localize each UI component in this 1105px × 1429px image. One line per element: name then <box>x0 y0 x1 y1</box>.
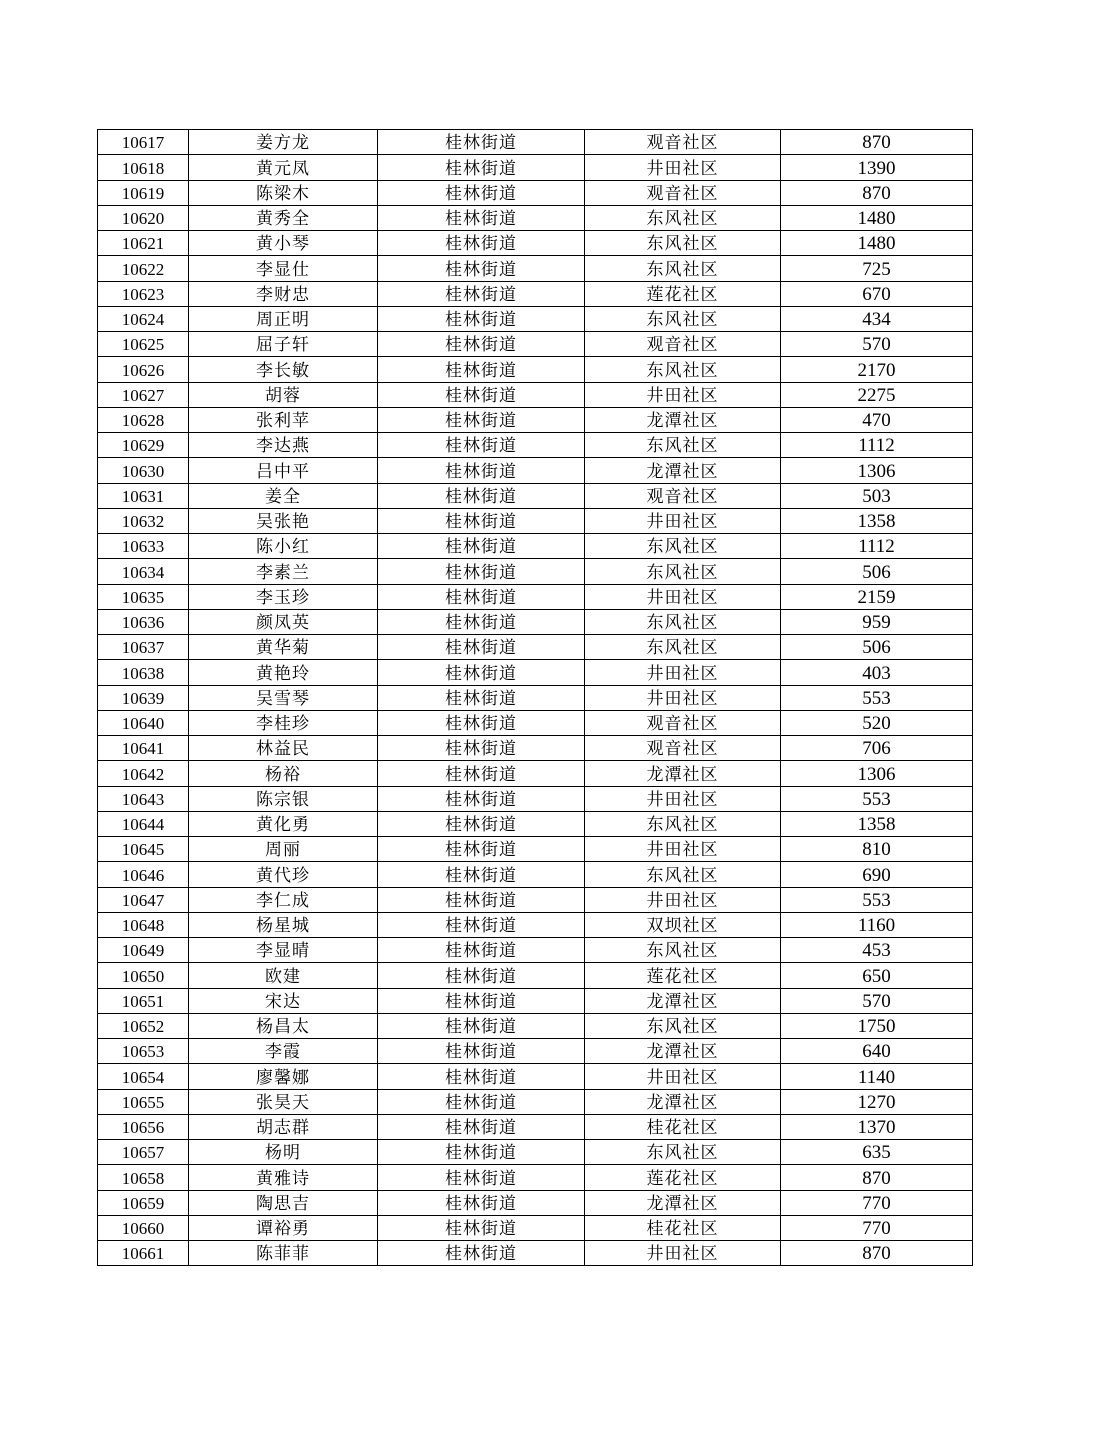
subdistrict-cell: 桂林街道 <box>378 256 585 281</box>
table-row <box>98 1241 973 1266</box>
name-cell: 周丽 <box>189 837 378 862</box>
record-number-cell: 10635 <box>98 584 189 609</box>
subdistrict-cell: 桂林街道 <box>378 635 585 660</box>
name-cell: 张昊天 <box>189 1089 378 1114</box>
record-number-cell: 10647 <box>98 887 189 912</box>
subdistrict-cell: 桂林街道 <box>378 534 585 559</box>
amount-cell: 959 <box>781 609 973 634</box>
record-number-cell: 10642 <box>98 761 189 786</box>
subdistrict-cell: 桂林街道 <box>378 609 585 634</box>
amount-cell: 690 <box>781 862 973 887</box>
community-cell: 龙潭社区 <box>585 1089 781 1114</box>
amount-cell: 506 <box>781 635 973 660</box>
community-cell: 观音社区 <box>585 180 781 205</box>
table-row <box>98 155 973 180</box>
amount-cell: 810 <box>781 837 973 862</box>
community-cell: 莲花社区 <box>585 1165 781 1190</box>
table-row <box>98 1114 973 1139</box>
amount-cell: 506 <box>781 559 973 584</box>
name-cell: 吕中平 <box>189 458 378 483</box>
community-cell: 观音社区 <box>585 130 781 155</box>
amount-cell: 1358 <box>781 811 973 836</box>
amount-cell: 503 <box>781 483 973 508</box>
table-row <box>98 1140 973 1165</box>
subdistrict-cell: 桂林街道 <box>378 862 585 887</box>
record-number-cell: 10633 <box>98 534 189 559</box>
table-row <box>98 483 973 508</box>
name-cell: 杨明 <box>189 1140 378 1165</box>
community-cell: 东风社区 <box>585 357 781 382</box>
community-cell: 东风社区 <box>585 609 781 634</box>
subdistrict-cell: 桂林街道 <box>378 155 585 180</box>
community-cell: 桂花社区 <box>585 1215 781 1240</box>
community-cell: 莲花社区 <box>585 281 781 306</box>
subdistrict-cell: 桂林街道 <box>378 1089 585 1114</box>
amount-cell: 403 <box>781 660 973 685</box>
community-cell: 双坝社区 <box>585 912 781 937</box>
subdistrict-cell: 桂林街道 <box>378 130 585 155</box>
table-row <box>98 786 973 811</box>
name-cell: 吴雪琴 <box>189 685 378 710</box>
table-body <box>98 130 973 1266</box>
amount-cell: 1480 <box>781 231 973 256</box>
table-row <box>98 180 973 205</box>
amount-cell: 770 <box>781 1190 973 1215</box>
community-cell: 东风社区 <box>585 205 781 230</box>
name-cell: 李长敏 <box>189 357 378 382</box>
name-cell: 陈梁木 <box>189 180 378 205</box>
record-number-cell: 10631 <box>98 483 189 508</box>
name-cell: 廖馨娜 <box>189 1064 378 1089</box>
record-number-cell: 10634 <box>98 559 189 584</box>
amount-cell: 706 <box>781 736 973 761</box>
subdistrict-cell: 桂林街道 <box>378 1215 585 1240</box>
subdistrict-cell: 桂林街道 <box>378 685 585 710</box>
amount-cell: 570 <box>781 332 973 357</box>
community-cell: 井田社区 <box>585 786 781 811</box>
name-cell: 杨裕 <box>189 761 378 786</box>
community-cell: 井田社区 <box>585 508 781 533</box>
community-cell: 东风社区 <box>585 1013 781 1038</box>
table-row <box>98 837 973 862</box>
name-cell: 欧建 <box>189 963 378 988</box>
table-row <box>98 660 973 685</box>
record-number-cell: 10648 <box>98 912 189 937</box>
name-cell: 李显仕 <box>189 256 378 281</box>
name-cell: 陈小红 <box>189 534 378 559</box>
table-row <box>98 710 973 735</box>
amount-cell: 434 <box>781 306 973 331</box>
subdistrict-cell: 桂林街道 <box>378 887 585 912</box>
subdistrict-cell: 桂林街道 <box>378 1114 585 1139</box>
community-cell: 东风社区 <box>585 534 781 559</box>
table-row <box>98 1215 973 1240</box>
community-cell: 井田社区 <box>585 584 781 609</box>
name-cell: 胡蓉 <box>189 382 378 407</box>
subdistrict-cell: 桂林街道 <box>378 1064 585 1089</box>
amount-cell: 2159 <box>781 584 973 609</box>
record-number-cell: 10637 <box>98 635 189 660</box>
table-row <box>98 1190 973 1215</box>
subdistrict-cell: 桂林街道 <box>378 963 585 988</box>
amount-cell: 553 <box>781 786 973 811</box>
name-cell: 吴张艳 <box>189 508 378 533</box>
amount-cell: 650 <box>781 963 973 988</box>
record-number-cell: 10651 <box>98 988 189 1013</box>
subdistrict-cell: 桂林街道 <box>378 710 585 735</box>
record-number-cell: 10618 <box>98 155 189 180</box>
record-number-cell: 10641 <box>98 736 189 761</box>
community-cell: 观音社区 <box>585 332 781 357</box>
amount-cell: 2275 <box>781 382 973 407</box>
community-cell: 东风社区 <box>585 256 781 281</box>
amount-cell: 553 <box>781 887 973 912</box>
table-row <box>98 988 973 1013</box>
table-row <box>98 130 973 155</box>
name-cell: 黄秀全 <box>189 205 378 230</box>
record-number-cell: 10660 <box>98 1215 189 1240</box>
amount-cell: 553 <box>781 685 973 710</box>
subdistrict-cell: 桂林街道 <box>378 761 585 786</box>
name-cell: 李财忠 <box>189 281 378 306</box>
subdistrict-cell: 桂林街道 <box>378 938 585 963</box>
community-cell: 龙潭社区 <box>585 458 781 483</box>
table-row <box>98 811 973 836</box>
subdistrict-cell: 桂林街道 <box>378 433 585 458</box>
name-cell: 颜凤英 <box>189 609 378 634</box>
community-cell: 井田社区 <box>585 1064 781 1089</box>
subdistrict-cell: 桂林街道 <box>378 837 585 862</box>
name-cell: 李达燕 <box>189 433 378 458</box>
table-row <box>98 306 973 331</box>
subdistrict-cell: 桂林街道 <box>378 483 585 508</box>
amount-cell: 870 <box>781 180 973 205</box>
table-row <box>98 736 973 761</box>
record-number-cell: 10622 <box>98 256 189 281</box>
table-row <box>98 635 973 660</box>
name-cell: 胡志群 <box>189 1114 378 1139</box>
amount-cell: 1306 <box>781 761 973 786</box>
amount-cell: 1306 <box>781 458 973 483</box>
name-cell: 李仁成 <box>189 887 378 912</box>
record-number-cell: 10644 <box>98 811 189 836</box>
record-number-cell: 10628 <box>98 407 189 432</box>
community-cell: 观音社区 <box>585 483 781 508</box>
table-row <box>98 1064 973 1089</box>
subdistrict-cell: 桂林街道 <box>378 205 585 230</box>
name-cell: 陈宗银 <box>189 786 378 811</box>
record-number-cell: 10632 <box>98 508 189 533</box>
subdistrict-cell: 桂林街道 <box>378 786 585 811</box>
record-number-cell: 10639 <box>98 685 189 710</box>
community-cell: 莲花社区 <box>585 963 781 988</box>
community-cell: 井田社区 <box>585 837 781 862</box>
community-cell: 井田社区 <box>585 155 781 180</box>
subdistrict-cell: 桂林街道 <box>378 988 585 1013</box>
community-cell: 东风社区 <box>585 433 781 458</box>
amount-cell: 635 <box>781 1140 973 1165</box>
subdistrict-cell: 桂林街道 <box>378 811 585 836</box>
name-cell: 李素兰 <box>189 559 378 584</box>
record-number-cell: 10661 <box>98 1241 189 1266</box>
record-number-cell: 10621 <box>98 231 189 256</box>
subdistrict-cell: 桂林街道 <box>378 306 585 331</box>
amount-cell: 453 <box>781 938 973 963</box>
subdistrict-cell: 桂林街道 <box>378 231 585 256</box>
subdistrict-cell: 桂林街道 <box>378 584 585 609</box>
name-cell: 谭裕勇 <box>189 1215 378 1240</box>
subdistrict-cell: 桂林街道 <box>378 458 585 483</box>
subdistrict-cell: 桂林街道 <box>378 912 585 937</box>
community-cell: 东风社区 <box>585 306 781 331</box>
subdistrict-cell: 桂林街道 <box>378 1140 585 1165</box>
amount-cell: 2170 <box>781 357 973 382</box>
subdistrict-cell: 桂林街道 <box>378 332 585 357</box>
community-cell: 井田社区 <box>585 887 781 912</box>
community-cell: 井田社区 <box>585 382 781 407</box>
record-number-cell: 10652 <box>98 1013 189 1038</box>
name-cell: 黄元凤 <box>189 155 378 180</box>
record-number-cell: 10656 <box>98 1114 189 1139</box>
community-cell: 桂花社区 <box>585 1114 781 1139</box>
record-number-cell: 10624 <box>98 306 189 331</box>
amount-cell: 870 <box>781 130 973 155</box>
community-cell: 龙潭社区 <box>585 407 781 432</box>
subdistrict-cell: 桂林街道 <box>378 508 585 533</box>
record-number-cell: 10619 <box>98 180 189 205</box>
table-row <box>98 887 973 912</box>
table-row <box>98 1039 973 1064</box>
table-row <box>98 458 973 483</box>
name-cell: 宋达 <box>189 988 378 1013</box>
community-cell: 东风社区 <box>585 635 781 660</box>
table-row <box>98 508 973 533</box>
table-row <box>98 584 973 609</box>
table-row <box>98 205 973 230</box>
table-row <box>98 685 973 710</box>
amount-cell: 1370 <box>781 1114 973 1139</box>
name-cell: 杨星城 <box>189 912 378 937</box>
name-cell: 陈菲菲 <box>189 1241 378 1266</box>
community-cell: 龙潭社区 <box>585 988 781 1013</box>
name-cell: 黄华菊 <box>189 635 378 660</box>
name-cell: 黄雅诗 <box>189 1165 378 1190</box>
record-number-cell: 10640 <box>98 710 189 735</box>
amount-cell: 570 <box>781 988 973 1013</box>
name-cell: 黄代珍 <box>189 862 378 887</box>
amount-cell: 1390 <box>781 155 973 180</box>
subdistrict-cell: 桂林街道 <box>378 1165 585 1190</box>
subdistrict-cell: 桂林街道 <box>378 1039 585 1064</box>
amount-cell: 1160 <box>781 912 973 937</box>
amount-cell: 1140 <box>781 1064 973 1089</box>
name-cell: 黄化勇 <box>189 811 378 836</box>
community-cell: 观音社区 <box>585 710 781 735</box>
name-cell: 李桂珍 <box>189 710 378 735</box>
community-cell: 东风社区 <box>585 938 781 963</box>
amount-cell: 725 <box>781 256 973 281</box>
name-cell: 屈子轩 <box>189 332 378 357</box>
table-row <box>98 382 973 407</box>
amount-cell: 1750 <box>781 1013 973 1038</box>
record-number-cell: 10645 <box>98 837 189 862</box>
subdistrict-cell: 桂林街道 <box>378 382 585 407</box>
subdistrict-cell: 桂林街道 <box>378 736 585 761</box>
name-cell: 张利苹 <box>189 407 378 432</box>
community-cell: 龙潭社区 <box>585 761 781 786</box>
table-row <box>98 357 973 382</box>
data-table <box>97 129 973 1266</box>
table-row <box>98 761 973 786</box>
subdistrict-cell: 桂林街道 <box>378 357 585 382</box>
record-number-cell: 10617 <box>98 130 189 155</box>
amount-cell: 1112 <box>781 534 973 559</box>
record-number-cell: 10638 <box>98 660 189 685</box>
record-number-cell: 10650 <box>98 963 189 988</box>
amount-cell: 1358 <box>781 508 973 533</box>
record-number-cell: 10636 <box>98 609 189 634</box>
record-number-cell: 10658 <box>98 1165 189 1190</box>
table-row <box>98 332 973 357</box>
table-row <box>98 862 973 887</box>
community-cell: 井田社区 <box>585 1241 781 1266</box>
community-cell: 龙潭社区 <box>585 1039 781 1064</box>
table-row <box>98 407 973 432</box>
community-cell: 井田社区 <box>585 660 781 685</box>
table-row <box>98 1165 973 1190</box>
name-cell: 黄艳玲 <box>189 660 378 685</box>
subdistrict-cell: 桂林街道 <box>378 1241 585 1266</box>
table-row <box>98 433 973 458</box>
table-row <box>98 1089 973 1114</box>
record-number-cell: 10620 <box>98 205 189 230</box>
amount-cell: 670 <box>781 281 973 306</box>
record-number-cell: 10654 <box>98 1064 189 1089</box>
name-cell: 李霞 <box>189 1039 378 1064</box>
subdistrict-cell: 桂林街道 <box>378 180 585 205</box>
amount-cell: 1112 <box>781 433 973 458</box>
name-cell: 陶思吉 <box>189 1190 378 1215</box>
name-cell: 林益民 <box>189 736 378 761</box>
record-number-cell: 10659 <box>98 1190 189 1215</box>
subdistrict-cell: 桂林街道 <box>378 660 585 685</box>
record-number-cell: 10626 <box>98 357 189 382</box>
table-row <box>98 963 973 988</box>
community-cell: 井田社区 <box>585 685 781 710</box>
amount-cell: 470 <box>781 407 973 432</box>
community-cell: 东风社区 <box>585 559 781 584</box>
record-number-cell: 10630 <box>98 458 189 483</box>
table-row <box>98 559 973 584</box>
table-row <box>98 281 973 306</box>
community-cell: 东风社区 <box>585 811 781 836</box>
record-number-cell: 10643 <box>98 786 189 811</box>
amount-cell: 870 <box>781 1165 973 1190</box>
amount-cell: 640 <box>781 1039 973 1064</box>
name-cell: 黄小琴 <box>189 231 378 256</box>
subdistrict-cell: 桂林街道 <box>378 281 585 306</box>
record-number-cell: 10655 <box>98 1089 189 1114</box>
amount-cell: 1480 <box>781 205 973 230</box>
record-number-cell: 10657 <box>98 1140 189 1165</box>
amount-cell: 520 <box>781 710 973 735</box>
amount-cell: 870 <box>781 1241 973 1266</box>
table-row <box>98 912 973 937</box>
amount-cell: 1270 <box>781 1089 973 1114</box>
community-cell: 东风社区 <box>585 1140 781 1165</box>
community-cell: 龙潭社区 <box>585 1190 781 1215</box>
community-cell: 观音社区 <box>585 736 781 761</box>
name-cell: 杨昌太 <box>189 1013 378 1038</box>
name-cell: 李玉珍 <box>189 584 378 609</box>
record-number-cell: 10646 <box>98 862 189 887</box>
name-cell: 周正明 <box>189 306 378 331</box>
name-cell: 姜方龙 <box>189 130 378 155</box>
table-row <box>98 1013 973 1038</box>
table-row <box>98 938 973 963</box>
subdistrict-cell: 桂林街道 <box>378 559 585 584</box>
record-number-cell: 10625 <box>98 332 189 357</box>
amount-cell: 770 <box>781 1215 973 1240</box>
name-cell: 李显晴 <box>189 938 378 963</box>
table-row <box>98 256 973 281</box>
subdistrict-cell: 桂林街道 <box>378 1190 585 1215</box>
record-number-cell: 10653 <box>98 1039 189 1064</box>
table-row <box>98 231 973 256</box>
subdistrict-cell: 桂林街道 <box>378 1013 585 1038</box>
name-cell: 姜全 <box>189 483 378 508</box>
table-row <box>98 534 973 559</box>
record-number-cell: 10649 <box>98 938 189 963</box>
community-cell: 东风社区 <box>585 231 781 256</box>
record-number-cell: 10627 <box>98 382 189 407</box>
community-cell: 东风社区 <box>585 862 781 887</box>
subdistrict-cell: 桂林街道 <box>378 407 585 432</box>
record-number-cell: 10629 <box>98 433 189 458</box>
table-row <box>98 609 973 634</box>
record-number-cell: 10623 <box>98 281 189 306</box>
